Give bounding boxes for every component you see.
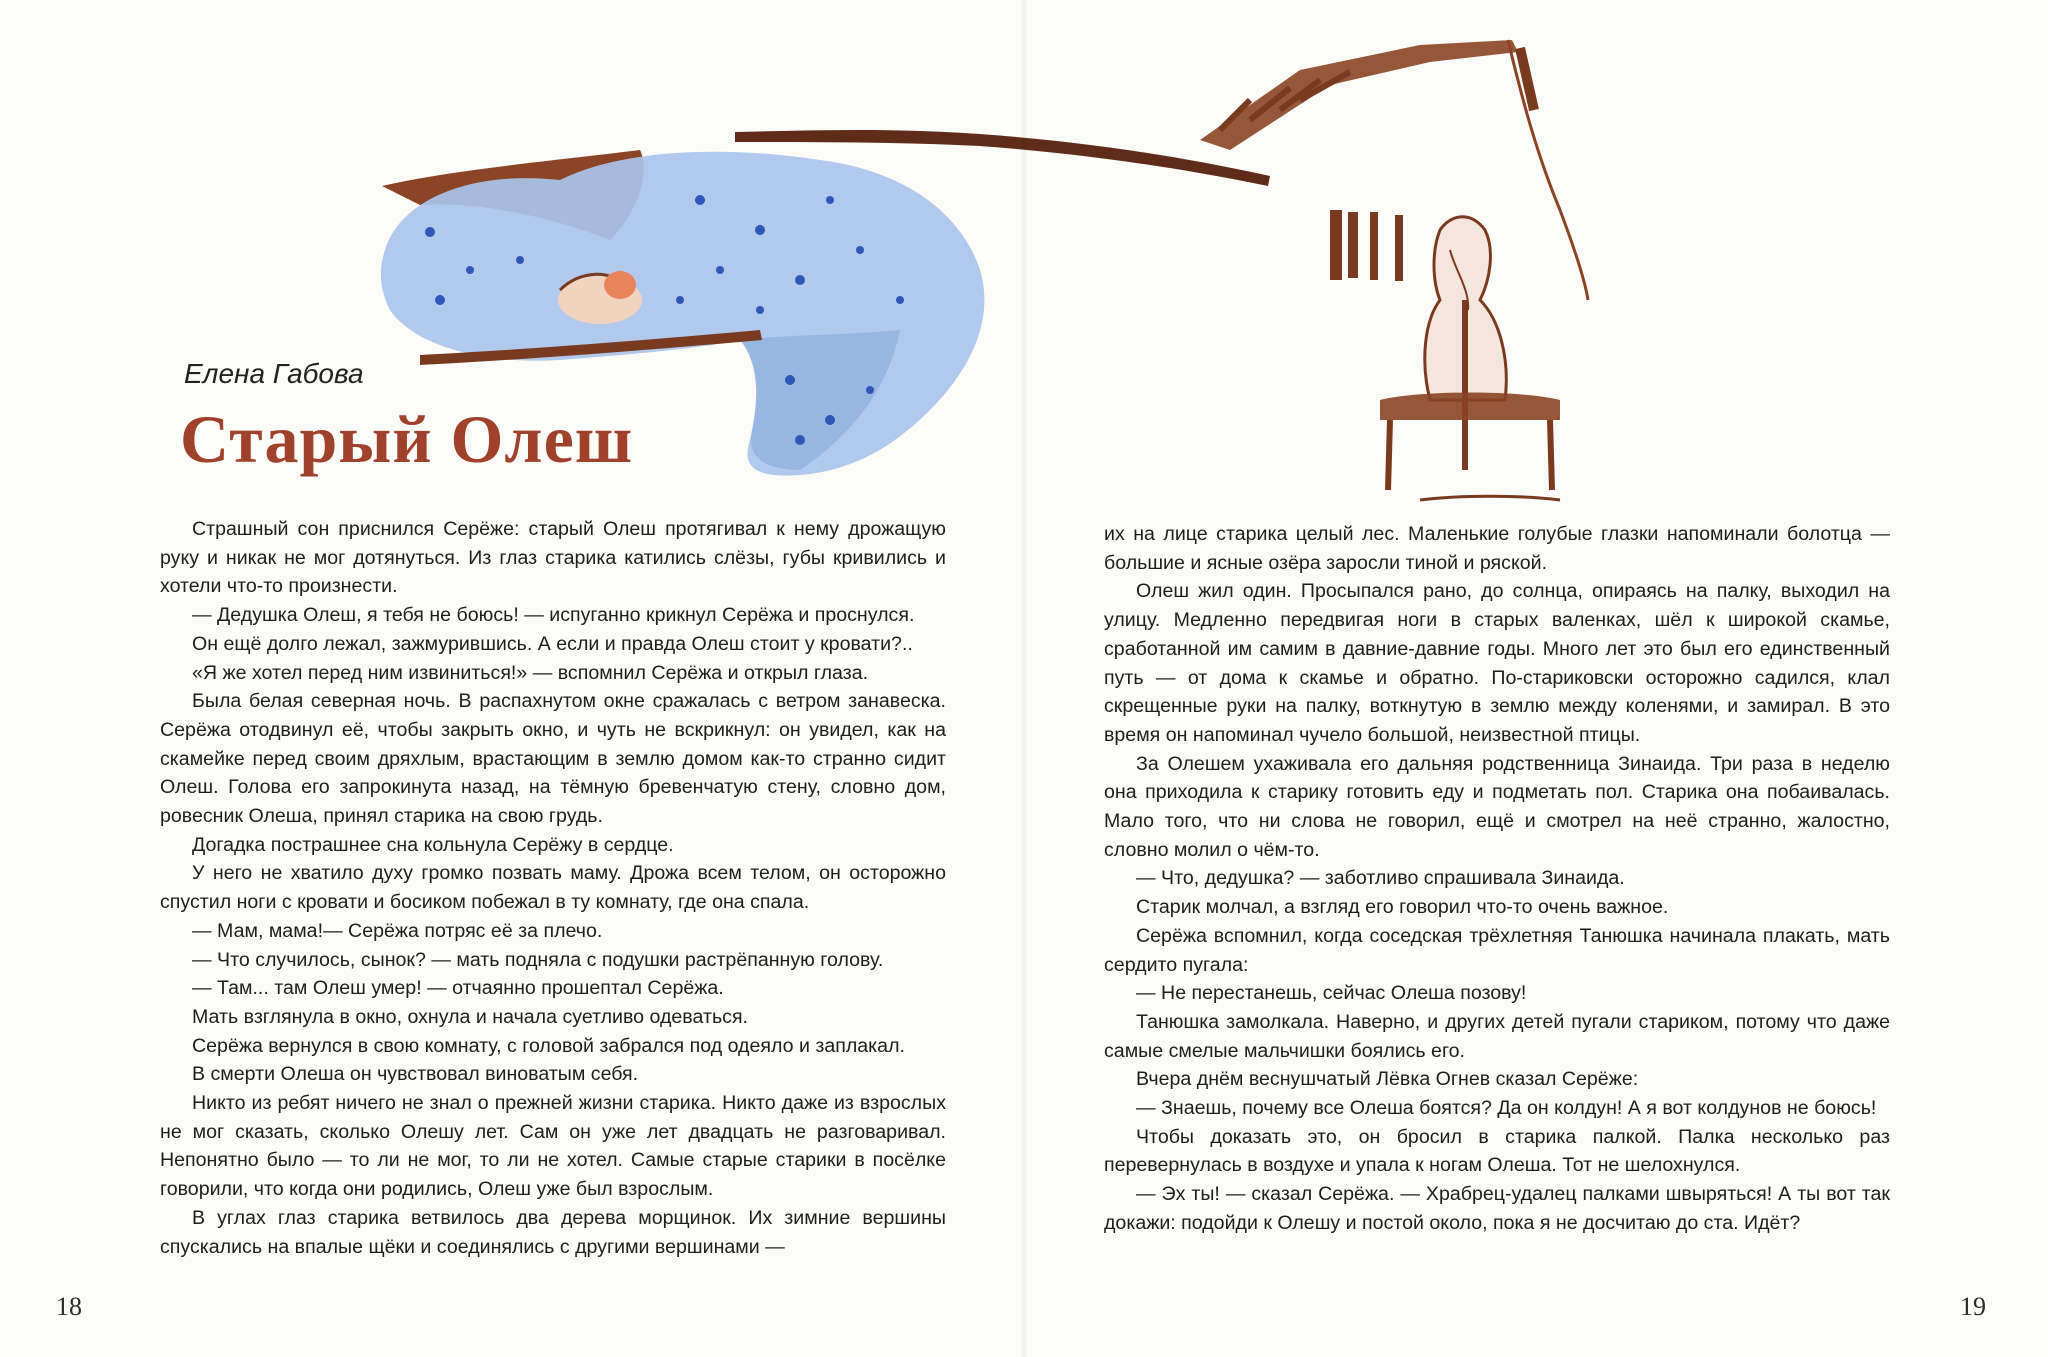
page-number-right: 19 [1960,1292,1986,1321]
paragraph: — Что случилось, сынок? — мать подняла с подушки растрёпанную голову. [192,948,884,971]
paragraph: Была белая северная ночь. В распахнутом окне сражалась с ветром занавеска. Серёжа отодвинул её, чтобы закрыть окно, и чуть не вскрикнул: он увидел, как на скамейке перед своим дряхлым, врастающим в землю домом как-то странно сидит Олеш. Голова его запрокинута назад, на тёмную бревенчатую стену, словно дом, ровесник Олеша, принял старика на свою грудь. [160,690,946,828]
paragraph: В смерти Олеша он чувствовал виноватым себя. [192,1063,639,1086]
paragraph: Вчера днём веснушчатый Лёвка Огнев сказал Серёже: [1136,1068,1639,1091]
paragraph: Старик молчал, а взгляд его говорил что-то очень важное. [1136,896,1669,919]
paragraph: Догадка пострашнее сна кольнула Серёжу в сердце. [192,833,674,856]
paragraph: Чтобы доказать это, он бросил в старика палкой. Палка несколько раз перевернулась в воздухе и упала к ногам Олеша. Тот не шелохнулся. [1104,1125,1890,1177]
story-title: Старый Олеш [180,401,634,477]
paragraph: — Дедушка Олеш, я тебя не боюсь! — испуганно крикнул Серёжа и проснулся. [192,604,915,627]
paragraph: Серёжа вспомнил, когда соседская трёхлетняя Танюшка начинала плакать, мать сердито пугала: [1104,924,1890,976]
paragraph: У него не хватило духу громко позвать маму. Дрожа всем телом, он осторожно спустил ноги с кровати и босиком побежал в ту комнату, где она спала. [160,862,946,914]
paragraph: — Эх ты! — сказал Серёжа. — Храбрец-удалец палками швыряться! А ты вот так докажи: подойди к Олешу и постой около, пока я не досчитаю до ста. Идёт? [1104,1183,1890,1234]
paragraph: Мать взглянула в окно, охнула и начала суетливо одеваться. [192,1005,748,1028]
paragraph: их на лице старика целый лес. Маленькие голубые глазки напоминали болотца — большие и ясные озёра заросли тиной и ряской. [1104,523,1890,574]
paragraph: — Знаешь, почему все Олеша боятся? Да он колдун! А я вот колдунов не боюсь! [1136,1097,1877,1120]
paragraph: Серёжа вернулся в свою комнату, с головой забрался под одеяло и заплакал. [192,1034,905,1057]
paragraph: Он ещё долго лежал, зажмурившись. А если и правда Олеш стоит у кровати?.. [192,632,913,655]
paragraph: За Олешем ухаживала его дальняя родственница Зинаида. Три раза в неделю она приходила к старику готовить еду и подметать пол. Старика она побаивалась. Мало того, что ни слова не говорил, ещё и смотрел на неё странно, жалостно, словно молил о чём-то. [1104,752,1890,861]
paragraph: Страшный сон приснился Серёже: старый Олеш протягивал к нему дрожащую руку и никак не мог дотянуться. Из глаз старика катились слёзы, губы кривились и хотели что-то произнести. [160,518,946,598]
author-name: Елена Габова [184,358,364,389]
paragraph: — Мам, мама!— Серёжа потряс её за плечо. [192,919,603,942]
paragraph: Олеш жил один. Просыпался рано, до солнца, опираясь на палку, выходил на улицу. Медленно передвигая ноги в старых валенках, шёл к широкой скамье, сработанной им самим в давние-давние годы. Много лет это был его единственный путь — от дома к скамье и обратно. По-стариковски осторожно садился, клал скрещенные руки на палку, воткнутую в землю между коленями, и замирал. В это время он напоминал чучело большой, неизвестной птицы. [1104,580,1890,746]
paragraph: — Там... там Олеш умер! — отчаянно прошептал Серёжа. [192,977,724,1000]
paragraph: — Что, дедушка? — заботливо спрашивала Зинаида. [1136,867,1625,890]
right-text-column [1104,520,1890,1238]
page-number-left: 18 [56,1292,82,1321]
page-right [1024,0,2048,1357]
paragraph: Никто из ребят ничего не знал о прежней жизни старика. Никто даже из взрослых не мог сказать, сколько Олешу лет. Сам он уже лет двадцать не разговаривал. Непонятно было — то ли не мог, то ли не хотел. Самые старые старики в посёлке говорили, что когда они родились, Олеш уже был взрослым. [160,1092,946,1201]
paragraph: — Не перестанешь, сейчас Олеша позову! [1136,982,1527,1005]
paragraph: «Я же хотел перед ним извиниться!» — вспомнил Серёжа и открыл глаза. [192,661,869,684]
paragraph: Танюшка замолкала. Наверно, и других детей пугали стариком, потому что даже самые смелые мальчишки боялись его. [1104,1010,1890,1062]
paragraph: В углах глаз старика ветвилось два дерева морщинок. Их зимние вершины спускались на впалые щёки и соединялись с другими вершинами — [160,1206,946,1258]
left-text-column [160,515,946,1261]
